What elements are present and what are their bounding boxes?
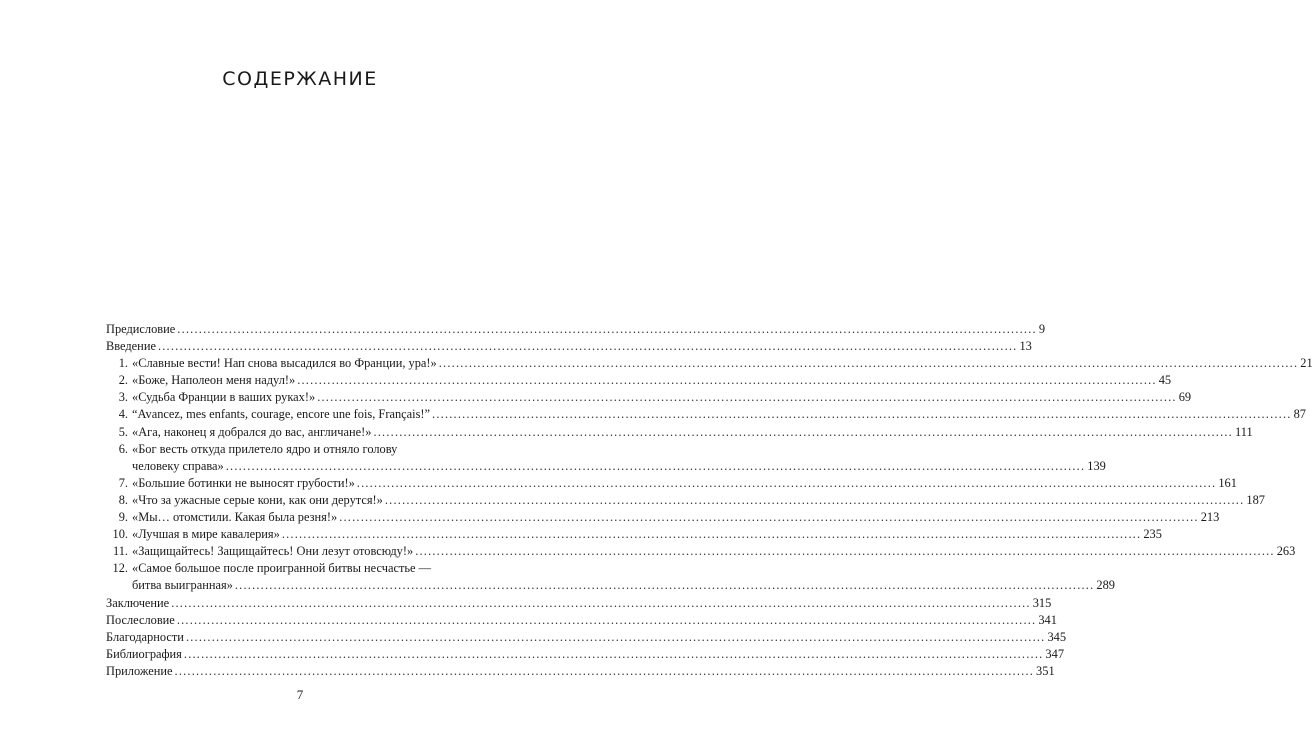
dot-leader: ........................................................................................................................................................................................................ <box>225 458 1086 473</box>
page-number: 7 <box>296 687 304 702</box>
toc-entry-page: 213 <box>1200 510 1220 525</box>
toc-entry <box>106 389 1192 406</box>
toc-entry <box>106 475 1237 492</box>
toc-entry-number: 10. <box>112 527 128 542</box>
dot-leader: ........................................................................................................................................................................................................ <box>171 595 1031 610</box>
dot-leader: ........................................................................................................................................................................................................ <box>183 646 1044 661</box>
dot-leader: ........................................................................................................................................................................................................ <box>157 339 1018 354</box>
toc-entry-title: «Что за ужасные серые кони, как они дерутся!» <box>132 492 383 507</box>
toc-entry-page: 21 <box>1300 356 1313 371</box>
toc-entry-number: 3. <box>118 390 128 405</box>
toc-entry-number: 12. <box>112 561 128 576</box>
toc-entry-page: 87 <box>1293 407 1306 422</box>
toc-entry-page: 341 <box>1038 612 1057 627</box>
toc-entry-page: 111 <box>1234 424 1253 439</box>
toc-entry-title: «Большие ботинки не выносят грубости!» <box>132 475 355 490</box>
toc-entry-page: 289 <box>1096 578 1115 593</box>
toc-entry-title: Предисловие <box>106 322 176 336</box>
toc-entry-page: 345 <box>1047 629 1067 644</box>
toc-entry-title: «Лучшая в мире кавалерия» <box>132 527 280 542</box>
toc-entry-title: «Судьба Франции в ваших руках!» <box>132 390 316 405</box>
dot-leader: ........................................................................................................................................................................................................ <box>176 612 1037 627</box>
toc-entry-title: Библиография <box>106 646 182 661</box>
toc-entry <box>106 629 1067 646</box>
toc-entry-number: 2. <box>118 373 128 388</box>
toc-entry <box>106 338 1032 355</box>
dot-leader: ........................................................................................................................................................................................................ <box>234 578 1095 593</box>
dot-leader: ........................................................................................................................................................................................................ <box>281 527 1142 542</box>
dot-leader: ........................................................................................................................................................................................................ <box>415 544 1275 559</box>
toc-entry-number: 8. <box>118 492 128 507</box>
toc-entry-number: 6. <box>118 441 128 456</box>
toc-entry-page: 13 <box>1019 339 1032 354</box>
table-of-contents <box>106 321 1313 680</box>
toc-entry <box>106 560 1115 594</box>
toc-entry-title: Заключение <box>106 595 170 610</box>
dot-leader: ........................................................................................................................................................................................................ <box>384 492 1245 507</box>
dot-leader: ........................................................................................................................................................................................................ <box>438 356 1299 371</box>
toc-entry <box>106 424 1253 441</box>
toc-entry-page: 161 <box>1218 475 1237 490</box>
toc-entry-page: 45 <box>1158 373 1172 388</box>
toc-entry-page: 9 <box>1038 322 1046 336</box>
toc-entry-title: Приложение <box>106 663 173 678</box>
dot-leader: ........................................................................................................................................................................................................ <box>177 322 1037 336</box>
toc-entry <box>106 595 1052 612</box>
toc-entry-title: «Ага, наконец я добрался до вас, англичане!» <box>132 424 372 439</box>
toc-entry-title: «Самое большое после проигранной битвы несчастье — <box>132 561 432 576</box>
dot-leader: ........................................................................................................................................................................................................ <box>174 663 1035 678</box>
dot-leader: ........................................................................................................................................................................................................ <box>373 424 1233 439</box>
dot-leader: ........................................................................................................................................................................................................ <box>432 407 1292 422</box>
toc-entry-title: Благодарности <box>106 629 184 644</box>
toc-entry-number: 1. <box>118 356 128 371</box>
toc-entry-title: «Защищайтесь! Защищайтесь! Они лезут отовсюду!» <box>132 544 414 559</box>
toc-entry <box>106 509 1220 526</box>
toc-entry-title-continued: битва выигранная» <box>132 578 233 593</box>
toc-entry-page: 315 <box>1032 595 1052 610</box>
toc-entry <box>106 492 1265 509</box>
toc-entry-page: 139 <box>1087 458 1106 473</box>
toc-entry-page: 187 <box>1246 492 1265 507</box>
dot-leader: ........................................................................................................................................................................................................ <box>356 475 1217 490</box>
toc-entry-number: 7. <box>118 475 128 490</box>
toc-entry-title: «Мы… отомстили. Какая была резня!» <box>132 510 338 525</box>
toc-entry-number: 5. <box>118 424 128 439</box>
dot-leader: ........................................................................................................................................................................................................ <box>185 629 1046 644</box>
toc-entry-title: Послесловие <box>106 612 175 627</box>
toc-entry-number: 11. <box>112 544 128 559</box>
toc-entry-page: 235 <box>1143 527 1162 542</box>
toc-entry-title: «Боже, Наполеон меня надул!» <box>132 373 296 388</box>
dot-leader: ........................................................................................................................................................................................................ <box>297 373 1157 388</box>
toc-entry-page: 69 <box>1178 390 1192 405</box>
toc-entry <box>106 372 1172 389</box>
toc-entry-number: 4. <box>118 407 128 422</box>
toc-entry-title: “Avancez, mes enfants, courage, encore une fois, Français!” <box>132 407 431 422</box>
toc-entry-title-continued: человеку справа» <box>132 458 224 473</box>
dot-leader: ........................................................................................................................................................................................................ <box>339 510 1199 525</box>
page-title: СОДЕРЖАНИЕ <box>222 68 378 90</box>
toc-entry <box>106 526 1162 543</box>
toc-entry <box>106 321 1046 338</box>
toc-entry <box>106 441 1106 475</box>
toc-entry-page: 351 <box>1036 663 1055 678</box>
toc-entry-page: 263 <box>1276 544 1296 559</box>
toc-entry <box>106 646 1065 663</box>
toc-entry-title: «Славные вести! Нап снова высадился во Франции, ура!» <box>132 356 437 371</box>
toc-entry <box>106 543 1296 560</box>
toc-entry <box>106 612 1057 629</box>
toc-entry-page: 347 <box>1045 646 1065 661</box>
toc-entry <box>106 663 1055 680</box>
dot-leader: ........................................................................................................................................................................................................ <box>317 390 1177 405</box>
toc-entry <box>106 355 1313 372</box>
toc-entry-title: «Бог весть откуда прилетело ядро и отняло голову <box>132 441 398 456</box>
toc-entry <box>106 406 1306 423</box>
toc-entry-title: Введение <box>106 339 156 354</box>
toc-entry-number: 9. <box>118 510 128 525</box>
